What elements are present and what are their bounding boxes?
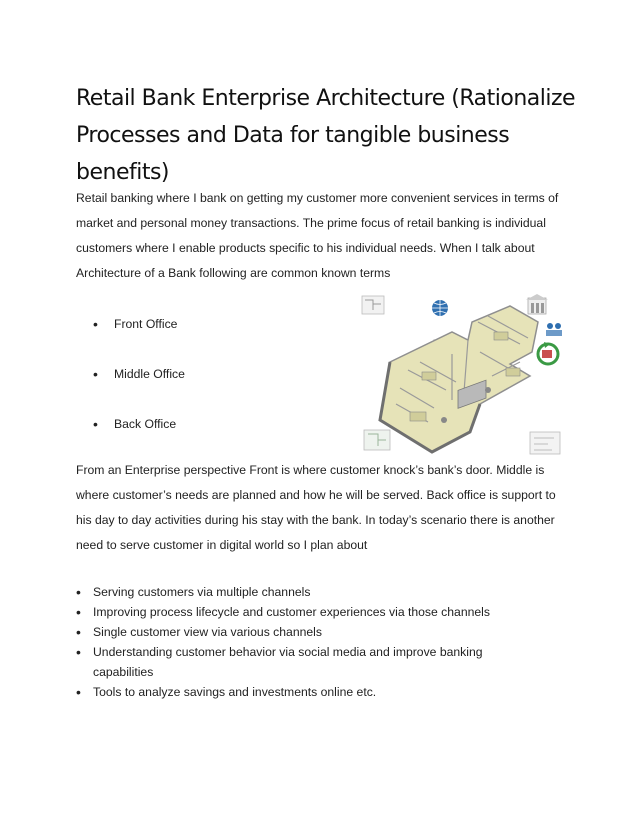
bank-floor-plan-illustration [360,292,566,460]
building-icon [526,294,548,314]
list-item: • Understanding customer behavior via social media and improve banking capabilities [76,642,526,682]
list-item: • Single customer view via various channels [76,622,526,642]
channel-list [76,582,526,702]
list-item-back-office: • Back Office [93,412,185,462]
list-item-middle-office: • Middle Office [93,362,185,412]
list-item: • Tools to analyze savings and investments online etc. [76,682,526,702]
people-icon [546,323,562,336]
list-item-front-office: • Front Office [93,312,185,362]
list-item: • Serving customers via multiple channels [76,582,526,602]
intro-paragraph: Retail banking where I bank on getting my customer more convenient services in terms of market and personal money transactions. The prime focus of retail banking is individual customers where I enable products specific to his individual needs. When I talk about Architecture of a Bank following are common known terms [76,191,559,280]
cycle-arrows-icon [538,342,558,364]
isometric-floor-plan [380,306,538,452]
office-list [93,312,185,462]
globe-icon [432,300,448,316]
floor-plan-icon [362,296,384,314]
document-title: Retail Bank Enterprise Architecture (Rationalize Processes and Data for tangible business benefits) [76,86,576,185]
enterprise-paragraph: From an Enterprise perspective Front is where customer knock’s bank’s door. Middle is where customer’s needs are planned and how he will be served. Back office is support to his day to day activities during his stay with the bank. In today’s scenario there is another need to serve customer in digital world so I plan about [76,463,556,552]
list-item: • Improving process lifecycle and customer experiences via those channels [76,602,526,622]
